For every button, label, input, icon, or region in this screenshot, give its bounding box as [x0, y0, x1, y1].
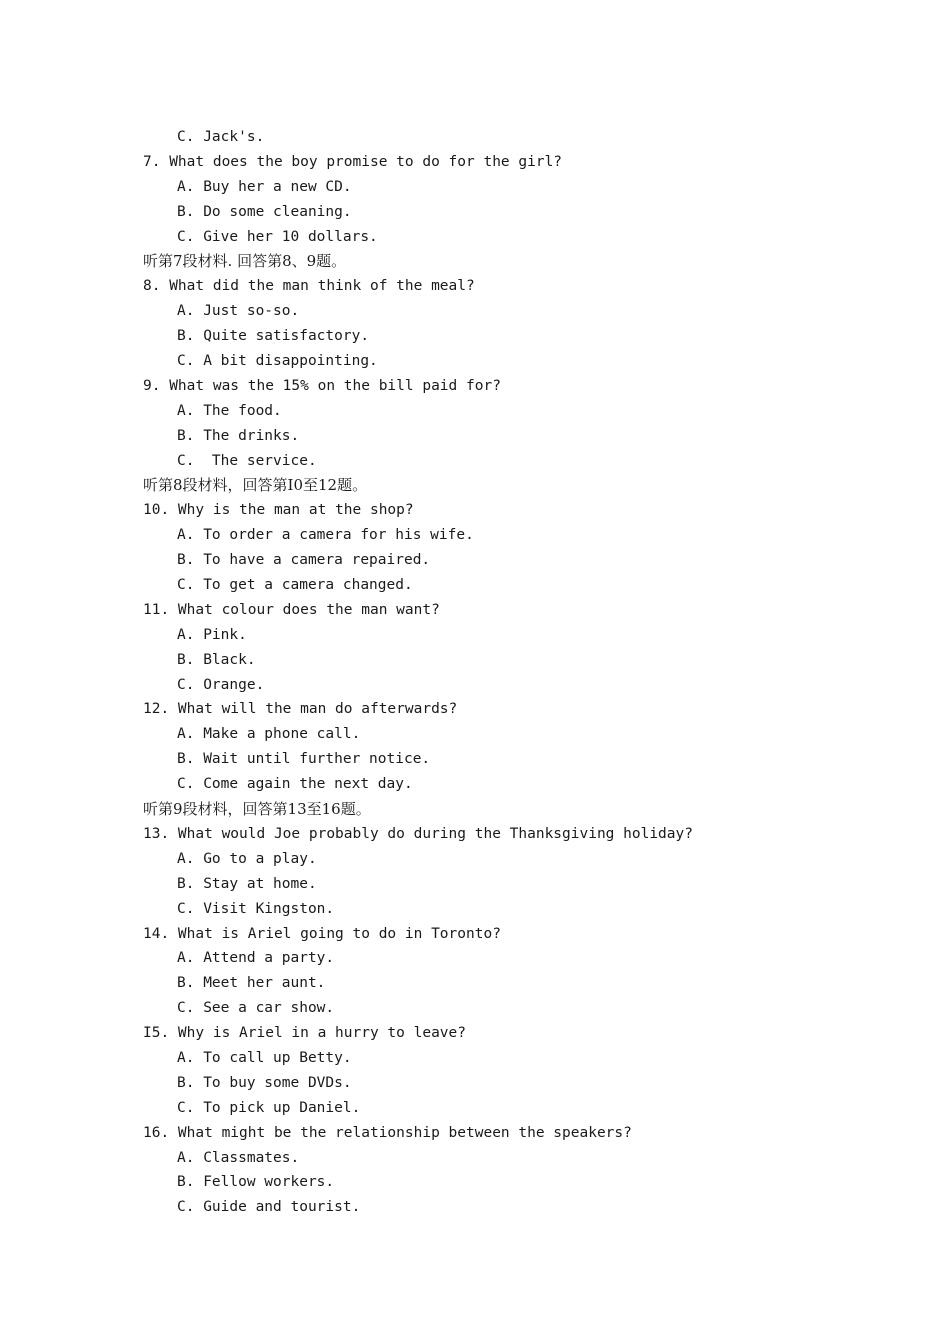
answer-option: C. Orange.: [177, 676, 265, 693]
answer-option: C. Visit Kingston.: [177, 900, 335, 917]
answer-option: B. To buy some DVDs.: [177, 1074, 352, 1091]
question-text: 9. What was the 15% on the bill paid for?: [143, 377, 501, 394]
answer-option: B. Meet her aunt.: [177, 975, 326, 992]
question-text: 10. Why is the man at the shop?: [143, 502, 414, 519]
answer-option: B. Quite satisfactory.: [177, 328, 370, 345]
answer-option: C. To get a camera changed.: [177, 577, 413, 594]
answer-option: A. The food.: [177, 402, 282, 419]
answer-option: A. Attend a party.: [177, 950, 335, 967]
question-text: 8. What did the man think of the meal?: [143, 278, 475, 295]
answer-option: B. Wait until further notice.: [177, 751, 431, 768]
answer-option: A. Pink.: [177, 626, 247, 643]
section-heading: 听第8段材料，回答第I0至12题。: [143, 476, 368, 495]
question-list: [0, 125, 950, 1220]
question-text: 14. What is Ariel going to do in Toronto?: [143, 925, 501, 942]
answer-option: C. The service.: [177, 452, 317, 469]
answer-option: A. Go to a play.: [177, 850, 317, 867]
answer-option: B. Stay at home.: [177, 875, 317, 892]
answer-option: B. The drinks.: [177, 427, 300, 444]
answer-option: B. To have a camera repaired.: [177, 552, 431, 569]
answer-option: A. Just so-so.: [177, 303, 300, 320]
answer-option: C. Give her 10 dollars.: [177, 228, 378, 245]
answer-option: B. Do some cleaning.: [177, 203, 352, 220]
answer-option: C. Guide and tourist.: [177, 1199, 361, 1216]
answer-option: C. Come again the next day.: [177, 776, 413, 793]
question-text: 13. What would Joe probably do during the Thanksgiving holiday?: [143, 825, 693, 842]
answer-option: C. See a car show.: [177, 1000, 335, 1017]
question-text: 7. What does the boy promise to do for the girl?: [143, 153, 563, 170]
question-text: 12. What will the man do afterwards?: [143, 701, 458, 718]
answer-option: B. Fellow workers.: [177, 1174, 335, 1191]
answer-option: C. Jack's.: [177, 129, 265, 145]
answer-option: A. To order a camera for his wife.: [177, 527, 474, 544]
answer-option: A. Buy her a new CD.: [177, 178, 352, 195]
question-text: 11. What colour does the man want?: [143, 601, 440, 618]
question-text: I5. Why is Ariel in a hurry to leave?: [143, 1025, 467, 1042]
answer-option: B. Black.: [177, 651, 256, 668]
section-heading: 听第7段材料. 回答第8、9题。: [143, 252, 347, 271]
answer-option: A. To call up Betty.: [177, 1049, 352, 1066]
answer-option: A. Make a phone call.: [177, 726, 361, 743]
answer-option: A. Classmates.: [177, 1149, 300, 1166]
answer-option: C. To pick up Daniel.: [177, 1099, 361, 1116]
answer-option: C. A bit disappointing.: [177, 353, 378, 370]
section-heading: 听第9段材料，回答第13至16题。: [143, 800, 371, 819]
question-text: 16. What might be the relationship between the speakers?: [143, 1124, 632, 1141]
